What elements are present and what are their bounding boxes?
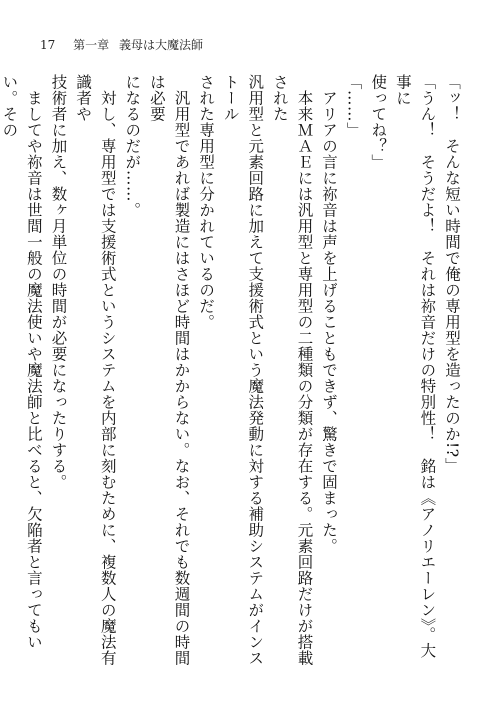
text-line: 汎用型であれば製造にはさほど時間はかからない。なお、それでも数週間の時間は必要 bbox=[147, 74, 191, 666]
vertical-body-text bbox=[0, 74, 464, 674]
text-line: された専用型に分かれているのだ。 bbox=[197, 74, 216, 330]
text-line: 「……」 bbox=[344, 74, 363, 138]
text-line: 対し、専用型では支援術式というシステムを内部に刻むために、複数人の魔法有識者や bbox=[74, 74, 117, 666]
page-number: 17 bbox=[40, 38, 56, 52]
chapter-label: 第一章 bbox=[73, 38, 110, 52]
text-line: ましてや祢音は世間一般の魔法使いや魔法師と比べると、欠陥者と言ってもいい。その bbox=[0, 74, 43, 650]
text-line: 使ってね？」 bbox=[369, 74, 388, 170]
text-line: 「うん！ そうだよ！ それは祢音だけの特別性！ 銘は《アノリエーレン》。大事に bbox=[393, 74, 437, 659]
text-line: 技術者に加え、数ヶ月単位の時間が必要になったりする。 bbox=[49, 74, 68, 490]
text-line: 「ッ！ そんな短い時間で俺の専用型を造ったのか!?」 bbox=[443, 74, 461, 474]
text-line: 汎用型と元素回路に加えて支援術式という魔法発動に対する補助システムがインストール bbox=[221, 74, 265, 666]
chapter-title: 義母は大魔法師 bbox=[118, 38, 203, 52]
text-line: アリアの言に祢音は声を上げることもできず、驚きで固まった。 bbox=[320, 74, 339, 554]
text-line: になるのだが……。 bbox=[123, 74, 142, 218]
text-line: 本来ＭＡＥには汎用型と専用型の二種類の分類が存在する。元素回路だけが搭載された bbox=[270, 74, 314, 666]
running-header bbox=[40, 38, 203, 52]
